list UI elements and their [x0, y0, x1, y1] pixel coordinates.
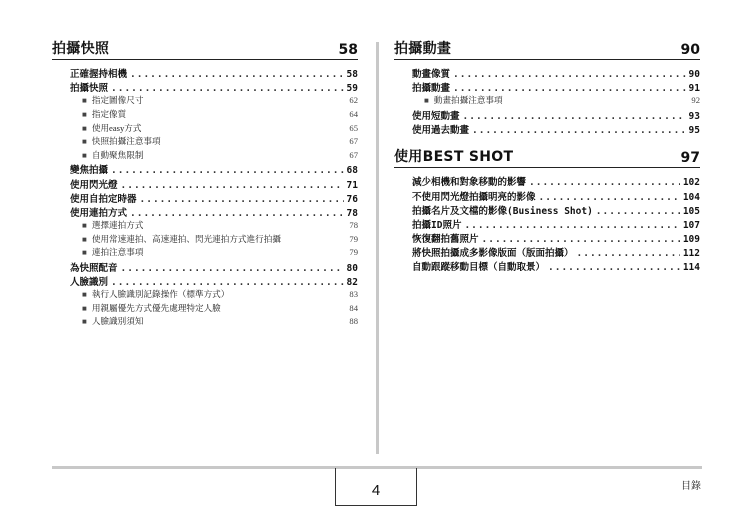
- toc-subentry[interactable]: [412, 94, 700, 108]
- column-divider: [376, 42, 379, 454]
- toc-entry-page: 109: [682, 234, 700, 246]
- toc-entry-page: 91: [688, 83, 700, 95]
- bullet-square-icon: ■: [424, 96, 429, 106]
- toc-entry-title: 使用短動畫: [412, 110, 460, 122]
- toc-subentry[interactable]: [70, 233, 358, 247]
- section-title: 拍攝快照: [52, 41, 110, 57]
- toc-subentry[interactable]: [70, 149, 358, 163]
- toc-entry[interactable]: [412, 108, 700, 122]
- bullet-square-icon: ■: [82, 234, 87, 244]
- bullet-square-icon: ■: [82, 248, 87, 258]
- toc-entry[interactable]: [412, 245, 700, 259]
- toc-entry-title: 動畫像質: [412, 69, 451, 80]
- toc-entry-title: 使用連拍方式: [70, 207, 128, 219]
- bullet-square-icon: ■: [82, 137, 87, 147]
- bullet-square-icon: ■: [82, 96, 87, 106]
- toc-entry-title: 將快照拍攝成多影像版面（版面拍攝）: [412, 248, 574, 260]
- toc-entry[interactable]: [412, 174, 700, 188]
- dot-leader: [111, 277, 344, 288]
- toc-entry-page: 59: [346, 83, 358, 95]
- toc-entry-title: 使用自拍定時器: [70, 193, 137, 205]
- toc-entry-title: 拍攝ID照片: [412, 219, 462, 231]
- toc-subentry-page: 78: [349, 220, 358, 231]
- toc-entry[interactable]: [70, 191, 358, 205]
- toc-subentry-page: 79: [349, 247, 358, 258]
- toc-entry-title: 減少相機和對象移動的影響: [412, 177, 527, 189]
- dot-leader: [596, 206, 680, 217]
- toc-subentry-title: 選擇連拍方式: [91, 220, 144, 231]
- dot-leader: [472, 125, 686, 136]
- toc-right-column: [394, 38, 700, 274]
- toc-entry-list: [394, 168, 700, 273]
- toc-entry-title: 使用過去動畫: [412, 125, 470, 137]
- toc-entry-page: 105: [682, 205, 700, 217]
- toc-subentry[interactable]: [70, 135, 358, 149]
- toc-entry[interactable]: [412, 189, 700, 203]
- toc-entry-page: 82: [346, 277, 358, 289]
- toc-entry[interactable]: [70, 274, 358, 288]
- toc-entry[interactable]: [412, 122, 700, 136]
- dot-leader: [577, 248, 680, 259]
- toc-subentry-page: 62: [349, 95, 358, 106]
- toc-entry-title: 拍攝快照: [70, 83, 109, 95]
- section-page-number: 58: [338, 42, 358, 58]
- section-page-number: 90: [680, 42, 700, 58]
- toc-subentry-page: 84: [349, 302, 358, 313]
- toc-entry-page: 112: [682, 248, 700, 260]
- section-title: 使用BEST SHOT: [394, 149, 514, 166]
- dot-leader: [130, 208, 344, 219]
- bullet-square-icon: ■: [82, 123, 87, 133]
- bullet-square-icon: ■: [82, 221, 87, 231]
- toc-subentry[interactable]: [70, 302, 358, 316]
- toc-entry-list: [52, 60, 358, 329]
- toc-subentry-page: 64: [349, 108, 358, 119]
- dot-leader: [111, 83, 344, 94]
- toc-subentry-page: 67: [349, 136, 358, 147]
- toc-entry-page: 104: [682, 191, 700, 203]
- dot-leader: [121, 180, 344, 191]
- toc-subentry[interactable]: [70, 315, 358, 329]
- dot-leader: [140, 194, 344, 205]
- section-page-number: 97: [680, 150, 700, 167]
- toc-entry-title: 為快照配音: [70, 262, 118, 274]
- toc-entry-title: 不使用閃光燈拍攝明亮的影像: [412, 191, 536, 203]
- toc-entry[interactable]: [70, 80, 358, 94]
- section-heading[interactable]: [394, 146, 700, 168]
- toc-entry-title: 使用閃光燈: [70, 179, 118, 191]
- toc-entry[interactable]: [70, 66, 358, 80]
- toc-subentry-title: 自動聚焦限制: [91, 149, 144, 160]
- toc-entry-page: 58: [346, 69, 358, 80]
- dot-leader: [453, 83, 686, 94]
- section-title: 拍攝動畫: [394, 41, 452, 57]
- toc-entry[interactable]: [70, 260, 358, 274]
- toc-entry-page: 90: [688, 69, 700, 80]
- toc-entry[interactable]: [412, 217, 700, 231]
- toc-subentry-title: 動畫拍攝注意事項: [433, 95, 503, 106]
- toc-subentry-title: 人臉識別須知: [91, 316, 144, 327]
- toc-subentry[interactable]: [70, 246, 358, 260]
- toc-entry-page: 76: [346, 193, 358, 205]
- toc-subentry[interactable]: [70, 108, 358, 122]
- toc-subentry[interactable]: [70, 122, 358, 136]
- dot-leader: [539, 192, 680, 203]
- footer-section-label: 目錄: [681, 481, 701, 492]
- toc-subentry[interactable]: [70, 288, 358, 302]
- dot-leader: [548, 262, 680, 273]
- toc-entry-page: 78: [346, 207, 358, 219]
- section-heading[interactable]: [394, 38, 700, 60]
- toc-entry[interactable]: [412, 80, 700, 94]
- toc-entry[interactable]: [70, 205, 358, 219]
- bullet-square-icon: ■: [82, 109, 87, 119]
- toc-entry-title: 拍攝動畫: [412, 83, 451, 95]
- toc-entry-page: 102: [682, 177, 700, 189]
- toc-subentry-title: 指定像質: [91, 108, 127, 119]
- dot-leader: [453, 69, 686, 80]
- dot-leader: [121, 263, 344, 274]
- toc-subentry-title: 用親屬優先方式優先處理特定人臉: [91, 302, 221, 313]
- bullet-square-icon: ■: [82, 317, 87, 327]
- toc-entry-list: [394, 60, 700, 136]
- toc-subentry-title: 使用常速連拍、高速連拍、閃光連拍方式進行拍攝: [91, 233, 281, 244]
- toc-entry-title: 人臉識別: [70, 277, 109, 289]
- toc-entry[interactable]: [412, 66, 700, 80]
- toc-entry-title: 正確握持相機: [70, 69, 128, 80]
- toc-subentry-page: 65: [349, 122, 358, 133]
- toc-subentry-page: 92: [691, 95, 700, 106]
- toc-subentry-title: 連拍注意事項: [91, 247, 144, 258]
- toc-subentry[interactable]: [70, 219, 358, 233]
- section-heading[interactable]: [52, 38, 358, 60]
- toc-entry[interactable]: [70, 177, 358, 191]
- toc-entry-page: 107: [682, 219, 700, 231]
- toc-subentry[interactable]: [70, 94, 358, 108]
- toc-entry-title: 自動跟蹤移動目標（自動取景）: [412, 262, 546, 274]
- toc-entry-page: 93: [688, 110, 700, 122]
- dot-leader: [464, 220, 679, 231]
- dot-leader: [130, 69, 344, 80]
- toc-subentry-page: 67: [349, 149, 358, 160]
- dot-leader: [482, 234, 680, 245]
- page-number: 4: [335, 468, 417, 506]
- toc-entry[interactable]: [412, 203, 700, 217]
- toc-entry-page: 68: [346, 165, 358, 177]
- bullet-square-icon: ■: [82, 290, 87, 300]
- toc-subentry-title: 指定圖像尺寸: [91, 95, 144, 106]
- toc-subentry-title: 使用easy方式: [91, 122, 142, 133]
- toc-subentry-page: 88: [349, 316, 358, 327]
- toc-entry[interactable]: [412, 259, 700, 273]
- toc-subentry-title: 快照拍攝注意事項: [91, 136, 161, 147]
- dot-leader: [529, 177, 680, 188]
- bullet-square-icon: ■: [82, 150, 87, 160]
- bullet-square-icon: ■: [82, 303, 87, 313]
- toc-entry-title: 變焦拍攝: [70, 165, 109, 177]
- toc-entry-page: 114: [682, 262, 700, 274]
- dot-leader: [463, 111, 686, 122]
- toc-subentry-page: 79: [349, 233, 358, 244]
- toc-left-column: [52, 38, 358, 329]
- toc-subentry-page: 83: [349, 289, 358, 300]
- dot-leader: [111, 165, 344, 176]
- toc-subentry-title: 執行人臉識別記錄操作（標準方式）: [91, 289, 230, 300]
- toc-entry-title: 拍攝名片及文檔的影像(Business Shot): [412, 205, 593, 217]
- toc-entry-page: 80: [346, 262, 358, 274]
- toc-entry-title: 恢復翻拍舊照片: [412, 234, 479, 246]
- toc-entry-page: 71: [346, 179, 358, 191]
- toc-entry[interactable]: [70, 162, 358, 176]
- toc-entry-page: 95: [688, 125, 700, 137]
- toc-entry[interactable]: [412, 231, 700, 245]
